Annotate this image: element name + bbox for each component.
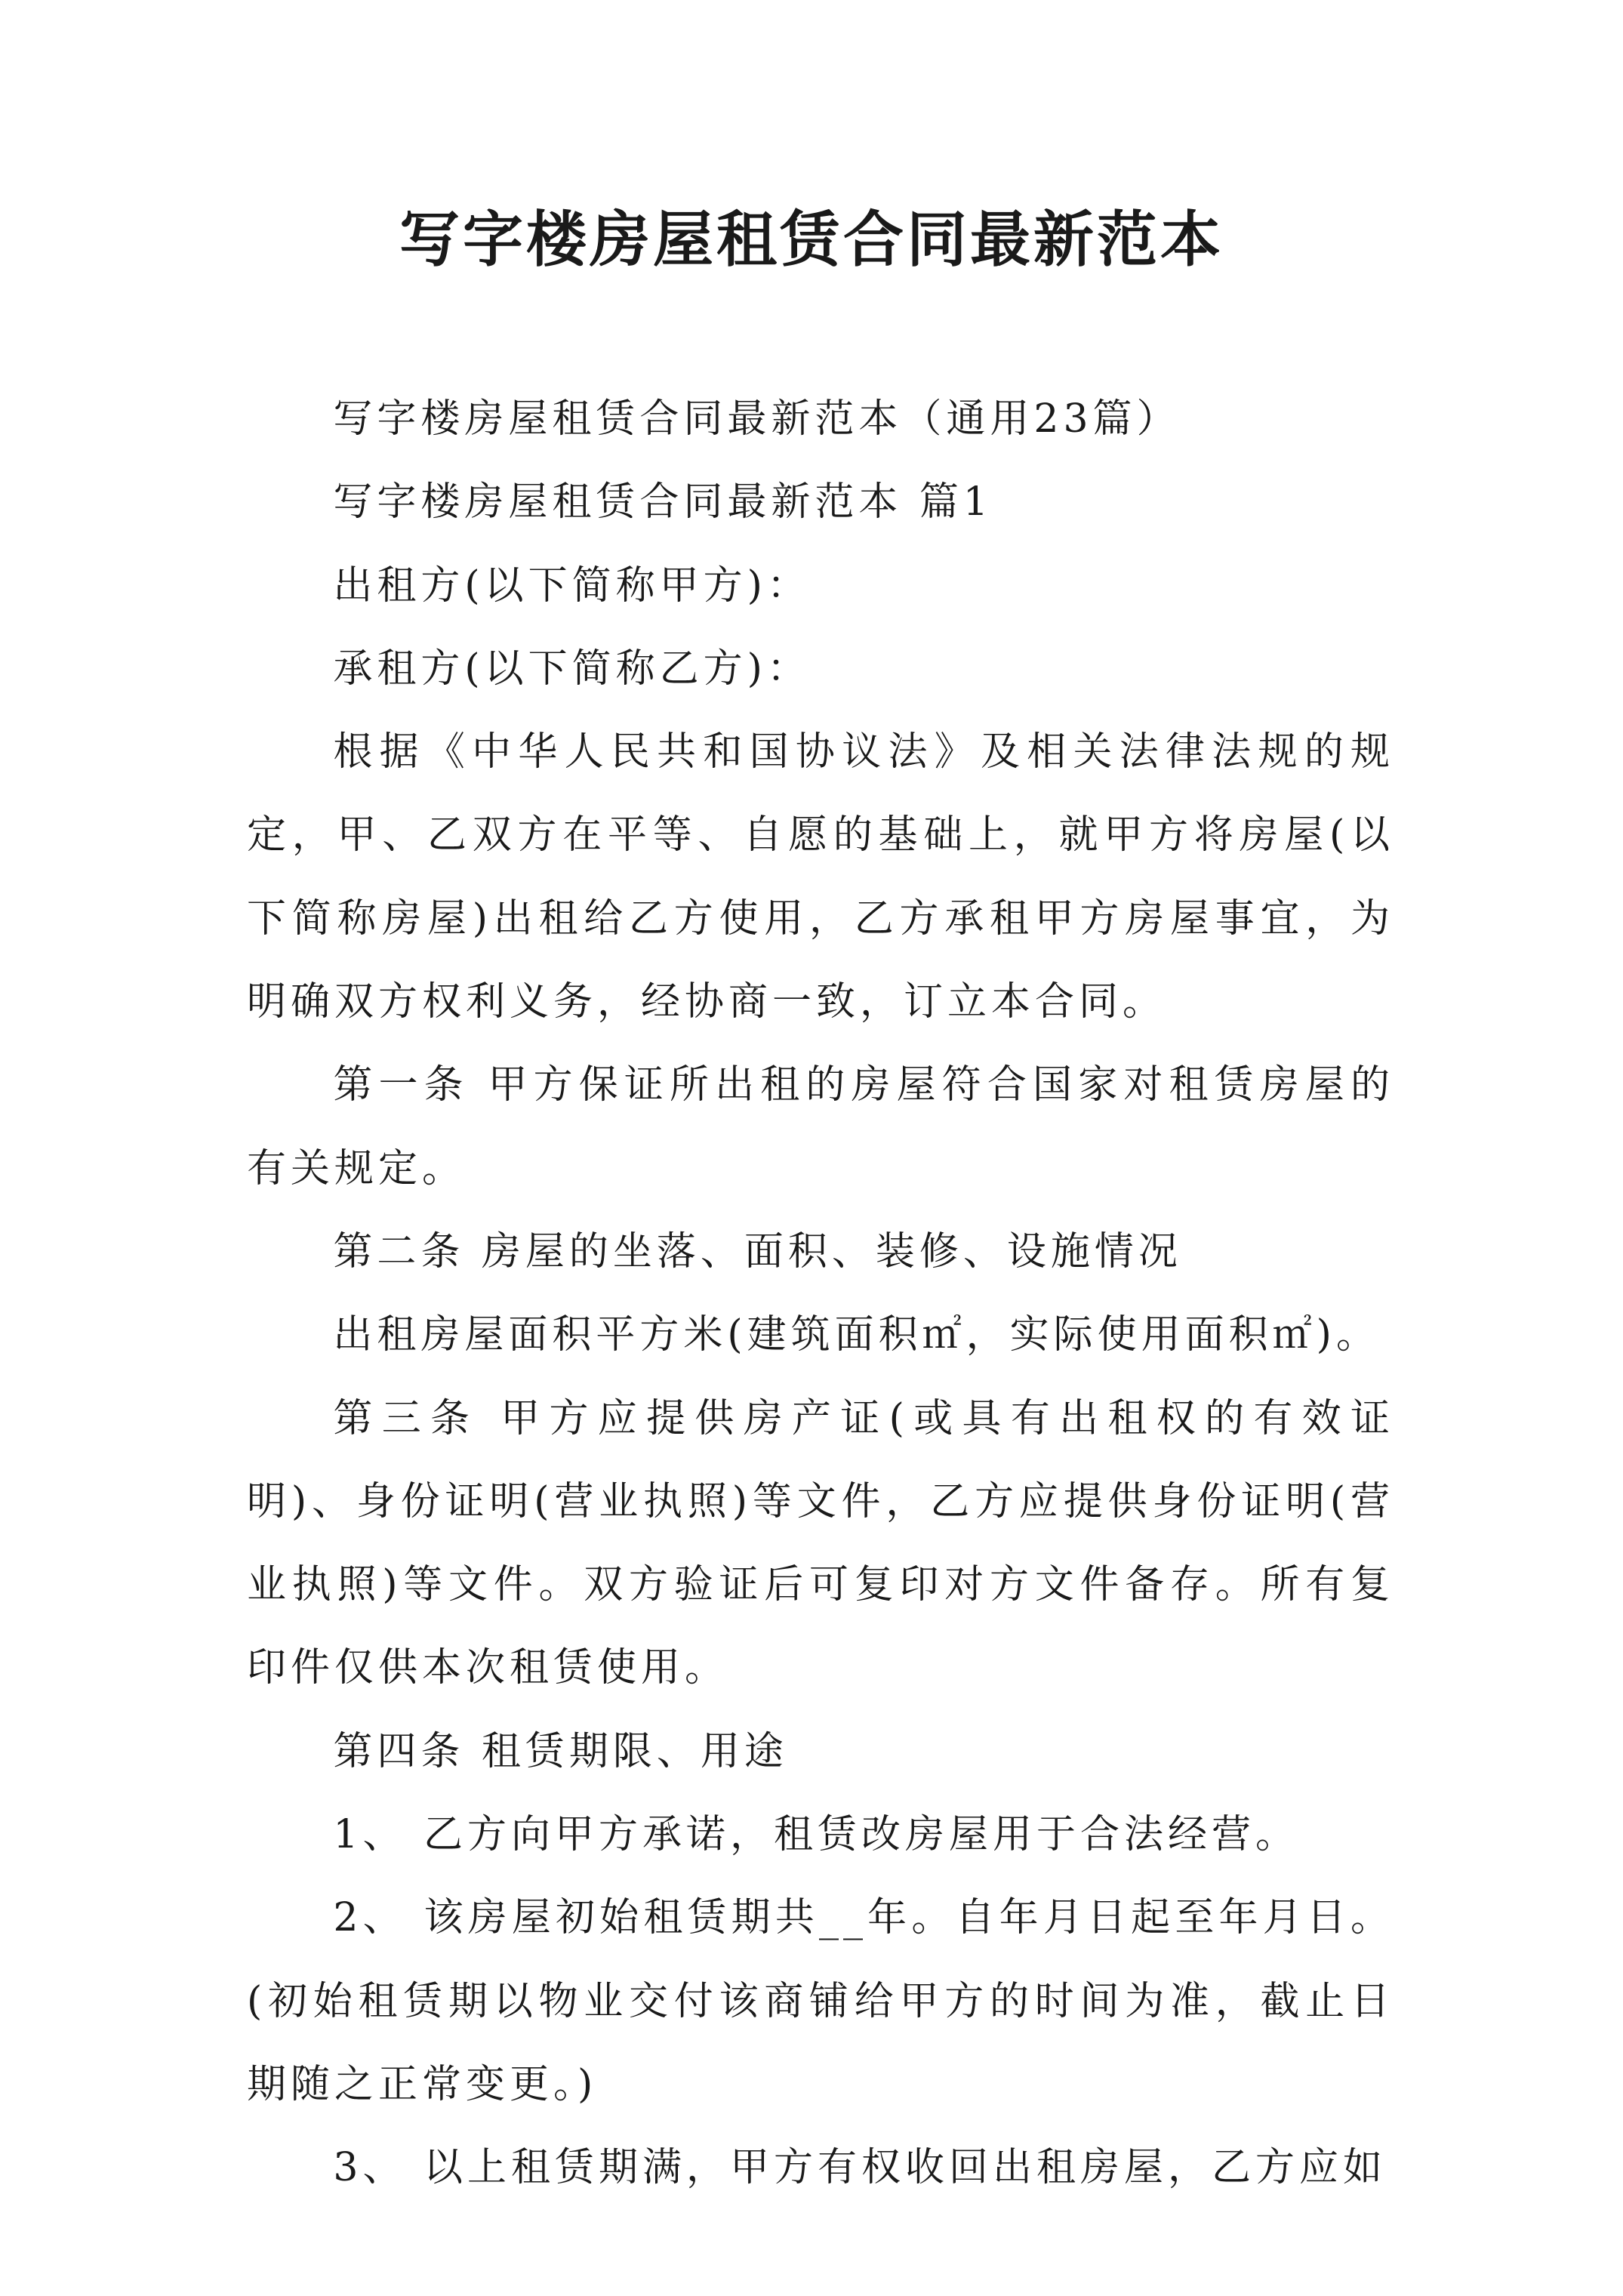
- paragraph-lessee: 承租方(以下简称乙方)：: [333, 646, 811, 692]
- paragraph-item-1: 1、 乙方向甲方承诺，租赁改房屋用于合法经营。: [333, 1812, 1300, 1858]
- paragraph-article-1: 第一条 甲方保证所出租的房屋符合国家对租赁房屋的有关规定。: [247, 1062, 1394, 1191]
- paragraph-subtitle: 写字楼房屋租赁合同最新范本（通用23篇）: [333, 396, 1181, 442]
- paragraph-section-heading: 写字楼房屋租赁合同最新范本 篇1: [333, 479, 993, 525]
- paragraph-article-2: 第二条 房屋的坐落、面积、装修、设施情况: [333, 1228, 1182, 1274]
- paragraph-lessor: 出租方(以下简称甲方)：: [333, 562, 811, 609]
- paragraph-article-3: 第三条 甲方应提供房产证(或具有出租权的有效证明)、身份证明(营业执照)等文件，乙方应提供身份证明(营业执照)等文件。双方验证后可复印对方文件备存。所有复印件仅供本次租赁使用。: [247, 1395, 1394, 1691]
- document-title: 写字楼房屋租赁合同最新范本: [399, 204, 1224, 275]
- paragraph-article-4: 第四条 租赁期限、用途: [333, 1728, 788, 1774]
- paragraph-area: 出租房屋面积平方米(建筑面积㎡，实际使用面积㎡)。: [333, 1312, 1380, 1358]
- paragraph-item-2: 2、 该房屋初始租赁期共__年。自年月日起至年月日。(初始租赁期以物业交付该商铺给甲方的时间为准，截止日期随之正常变更。): [247, 1895, 1394, 2107]
- document-body: [247, 378, 1394, 2210]
- paragraph-item-3: 3、 以上租赁期满，甲方有权收回出租房屋，乙方应如: [333, 2145, 1387, 2191]
- paragraph-preamble: 根据《中华人民共和国协议法》及相关法律法规的规定，甲、乙双方在平等、自愿的基础上，就甲方将房屋(以下简称房屋)出租给乙方使用，乙方承租甲方房屋事宜，为明确双方权利义务，经协商一致，订立本合同。: [247, 729, 1394, 1025]
